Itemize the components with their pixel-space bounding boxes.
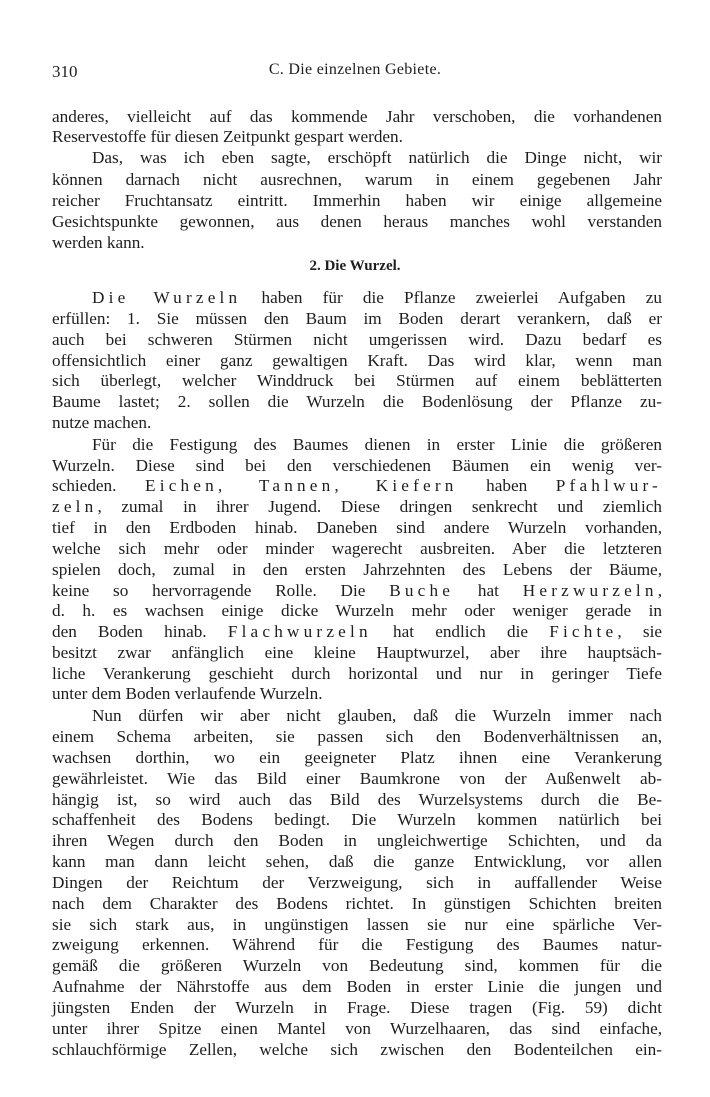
text-segment: schlauchförmige Zellen, welche sich zwischen den Bodenteilchen ein- [52, 1040, 662, 1059]
text-line [52, 330, 662, 350]
section-heading: 2. Die Wurzel. [309, 258, 401, 274]
page-number: 310 [52, 62, 78, 81]
text-segment: unter dem Boden verlaufende Wurzeln. [52, 684, 323, 703]
text-line [52, 309, 662, 329]
text-segment: Dingen der Reichtum der Verzweigung, sich in auffallender Weise [52, 873, 662, 892]
text-segment: einem Schema arbeiten, sie passen sich den Bodenverhältnissen an, [52, 727, 662, 746]
text-line [92, 706, 662, 726]
text-line [52, 518, 662, 538]
text-segment: keine so hervorragende Rolle. Die [52, 581, 390, 600]
text-line [52, 413, 662, 433]
text-line [52, 831, 662, 851]
text-segment: welche sich mehr oder minder wagerecht ausbreiten. Aber die letzteren [52, 539, 662, 558]
emphasized-term: Pfahlwur- [555, 476, 662, 495]
text-segment: , [657, 581, 662, 600]
text-line [52, 476, 662, 496]
text-segment: kann man dann leicht sehen, daß die ganze Entwicklung, vor allen [52, 852, 662, 871]
text-line [52, 539, 662, 559]
text-line [52, 497, 662, 517]
text-line [52, 191, 662, 211]
text-segment: hat [454, 581, 523, 600]
text-segment: anderes, vielleicht auf das kommende Jahr verschoben, die vorhandenen [52, 107, 662, 126]
text-segment: d. h. es wachsen einige dicke Wurzeln mehr oder weniger gerade in [52, 601, 662, 620]
emphasized-term: zeln [52, 497, 98, 516]
text-line [52, 560, 662, 580]
text-line [52, 107, 662, 127]
text-line [52, 170, 662, 190]
text-segment: gewährleistet. Wie das Bild einer Baumkrone von der Außenwelt ab- [52, 769, 662, 788]
text-line [52, 371, 662, 391]
text-segment: haben [457, 476, 556, 495]
text-line [52, 456, 662, 476]
text-segment: besitzt zwar anfänglich eine kleine Hauptwurzel, aber ihre hauptsäch- [52, 643, 662, 662]
text-line [52, 127, 662, 147]
text-line [52, 977, 662, 997]
text-segment: Das, was ich eben sagte, erschöpft natürlich die Dinge nicht, wir [92, 148, 662, 167]
text-segment: liche Verankerung geschieht durch horizontal und nur in geringer Tiefe [52, 664, 662, 683]
text-segment: offensichtlich einer ganz gewaltigen Kraft. Das wird klar, wenn man [52, 351, 662, 370]
text-line [52, 915, 662, 935]
text-line [52, 351, 662, 371]
text-segment: erfüllen: 1. Sie müssen den Baum im Boden derart verankern, daß er [52, 309, 662, 328]
text-segment: wachsen dorthin, wo ein geeigneter Platz ihnen eine Verankerung [52, 748, 662, 767]
emphasized-term: Eichen, Tannen, Kiefern [145, 476, 458, 495]
text-segment: , sie [617, 622, 662, 641]
emphasized-term: Buche [389, 581, 455, 600]
text-line [52, 790, 662, 810]
emphasized-term: Fichte [549, 622, 618, 641]
text-segment: können darnach nicht ausrechnen, warum in einem gegebenen Jahr [52, 170, 662, 189]
text-segment: nach dem Charakter des Bodens richtet. In günstigen Schichten breiten [52, 894, 662, 913]
text-segment: hat endlich die [371, 622, 550, 641]
text-segment: Für die Festigung des Baumes dienen in erster Linie die größeren [92, 435, 662, 454]
text-segment: zweigung erkennen. Während für die Festigung des Baumes natur- [52, 935, 662, 954]
text-segment: gemäß die größeren Wurzeln von Bedeutung sind, kommen für die [52, 956, 662, 975]
text-segment: Reservestoffe für diesen Zeitpunkt gespart werden. [52, 127, 403, 146]
running-title: C. Die einzelnen Gebiete. [268, 61, 442, 78]
text-line [52, 810, 662, 830]
text-segment: reicher Fruchtansatz eintritt. Immerhin haben wir einige allgemeine [52, 191, 662, 210]
text-segment: , zumal in ihrer Jugend. Diese dringen senkrecht und ziemlich [97, 497, 662, 516]
text-segment: jüngsten Enden der Wurzeln in Frage. Diese tragen (Fig. 59) dicht [52, 998, 662, 1017]
text-segment: nutze machen. [52, 413, 152, 432]
text-segment: spielen doch, zumal in den ersten Jahrzehnten des Lebens der Bäume, [52, 560, 662, 579]
text-line [52, 1019, 662, 1039]
emphasized-term: Die Wurzeln [92, 288, 242, 307]
text-segment: den Boden hinab. [52, 622, 228, 641]
text-line [52, 894, 662, 914]
text-line [52, 727, 662, 747]
text-line [52, 852, 662, 872]
text-segment: Nun dürfen wir aber nicht glauben, daß die Wurzeln immer nach [92, 706, 662, 725]
text-line [92, 148, 662, 168]
text-segment: schaffenheit des Bodens bedingt. Die Wurzeln kommen natürlich bei [52, 810, 662, 829]
text-segment: unter ihrer Spitze einen Mantel von Wurzelhaaren, das sind einfache, [52, 1019, 662, 1038]
text-line [52, 956, 662, 976]
text-segment: Baume lastet; 2. sollen die Wurzeln die Bodenlösung der Pflanze zu- [52, 392, 662, 411]
text-segment: auch bei schweren Stürmen nicht umgerissen wird. Dazu bedarf es [52, 330, 662, 349]
text-segment: schieden. [52, 476, 146, 495]
text-line [52, 581, 662, 601]
text-segment: werden kann. [52, 233, 145, 252]
text-line [52, 212, 662, 232]
text-line [52, 233, 662, 253]
emphasized-term: Flachwurzeln [227, 622, 372, 641]
text-segment: ihren Wegen durch den Boden in ungleichwertige Schichten, und da [52, 831, 662, 850]
text-line [52, 935, 662, 955]
text-line [52, 392, 662, 412]
text-line [52, 622, 662, 642]
text-line [52, 684, 662, 704]
text-segment: sie sich stark aus, in ungünstigen lassen sie nur eine spärliche Ver- [52, 915, 662, 934]
emphasized-term: Herzwurzeln [522, 581, 658, 600]
text-line [52, 664, 662, 684]
text-segment: hängig ist, so wird auch das Bild des Wurzelsystems durch die Be- [52, 790, 662, 809]
text-line [92, 288, 662, 308]
text-line [52, 643, 662, 663]
text-segment: Gesichtspunkte gewonnen, aus denen heraus manches wohl verstanden [52, 212, 662, 231]
text-segment: haben für die Pflanze zweierlei Aufgaben zu [241, 288, 663, 307]
text-line [52, 998, 662, 1018]
text-segment: Aufnahme der Nährstoffe aus dem Boden in erster Linie die jungen und [52, 977, 662, 996]
text-line [52, 748, 662, 768]
text-line [52, 769, 662, 789]
text-segment: tief in den Erdboden hinab. Daneben sind andere Wurzeln vorhanden, [52, 518, 662, 537]
text-line [52, 1040, 662, 1060]
text-segment: sich überlegt, welcher Winddruck bei Stürmen auf einem beblätterten [52, 371, 662, 390]
text-line [52, 601, 662, 621]
text-segment: Wurzeln. Diese sind bei den verschiedenen Bäumen ein wenig ver- [52, 456, 662, 475]
text-line [92, 435, 662, 455]
text-line [52, 873, 662, 893]
